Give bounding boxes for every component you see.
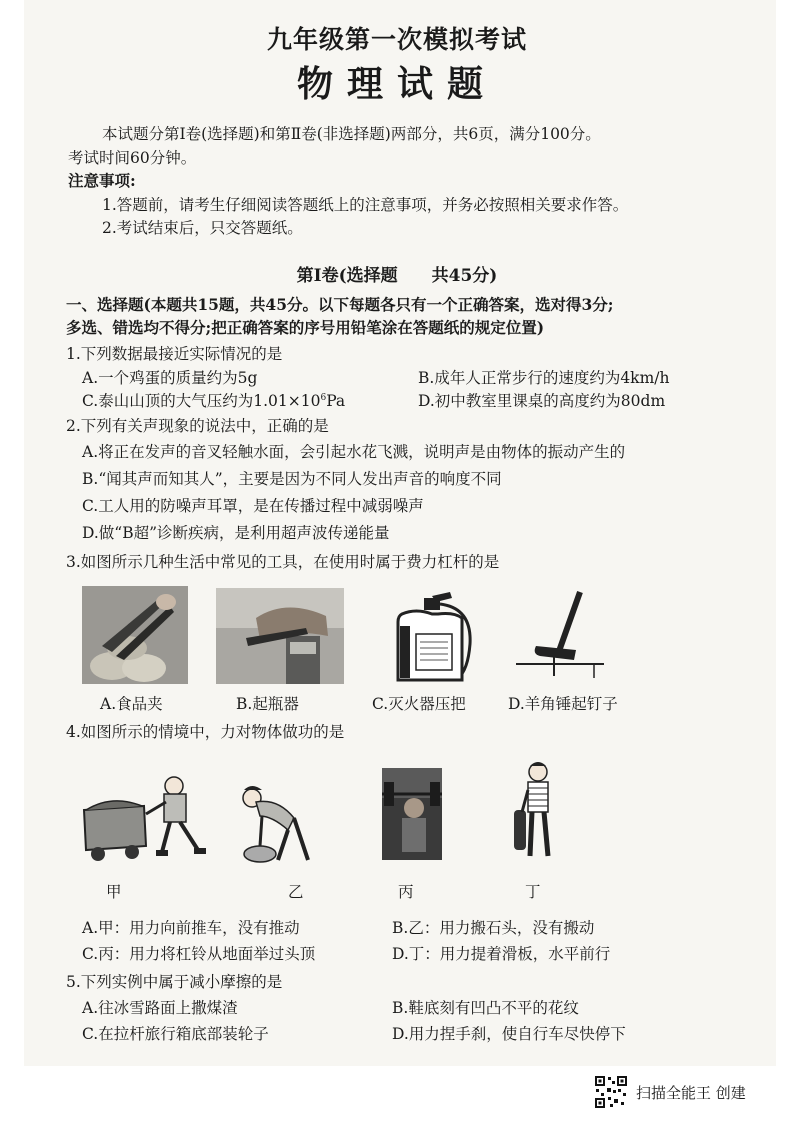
- claw-hammer-drawing: [514, 590, 606, 684]
- lifting-rock-drawing: [238, 778, 320, 866]
- food-tongs-photo: [82, 586, 188, 684]
- weightlifting-photo: [382, 768, 442, 860]
- question-1-option-c: C.泰山山顶的大气压约为$1.01\times 10^6Pa$: [82, 392, 346, 410]
- question-2-option-a: A.将正在发声的音叉轻触水面，会引起水花飞溅，说明声是由物体的振动产生的: [82, 443, 626, 461]
- scanner-watermark: 扫描全能王 创建: [636, 1084, 746, 1102]
- note-1: 1.答题前，请考生仔细阅读答题纸上的注意事项，并务必按照相关要求作答。: [102, 196, 629, 214]
- question-3-option-b: B.起瓶器: [236, 695, 299, 713]
- question-5-option-b: B.鞋底刻有凹凸不平的花纹: [392, 999, 579, 1017]
- question-3-option-d: D.羊角锤起钉子: [508, 695, 618, 713]
- question-4-stem: 4.如图所示的情境中，力对物体做功的是: [66, 723, 345, 741]
- question-4-option-c: C.丙：用力将杠铃从地面举过头顶: [82, 945, 316, 963]
- question-2-stem: 2.下列有关声现象的说法中，正确的是: [66, 417, 329, 435]
- intro-line2: 考试时间60分钟。: [68, 149, 197, 167]
- fire-extinguisher-drawing: [380, 590, 480, 684]
- question-5-option-c: C.在拉杆旅行箱底部装轮子: [82, 1025, 269, 1043]
- exam-title: 九年级第一次模拟考试: [266, 25, 527, 54]
- intro-line1: 本试题分第Ⅰ卷(选择题)和第Ⅱ卷(非选择题)两部分，共6页，满分100分。: [102, 125, 601, 143]
- section-instructions-2: 多选、错选均不得分;把正确答案的序号用铅笔涂在答题纸的规定位置): [66, 318, 545, 337]
- section-instructions-1: 一、选择题(本题共15题，共45分。以下每题各只有一个正确答案，选对得3分;: [66, 295, 614, 314]
- carrying-skateboard-drawing: [508, 760, 564, 866]
- question-4-option-b: B.乙：用力搬石头，没有搬动: [392, 919, 595, 937]
- question-1-stem: 1.下列数据最接近实际情况的是: [66, 345, 283, 363]
- bottle-opener-photo: [216, 588, 344, 684]
- subject-title: 物理试题: [296, 63, 497, 105]
- question-3-option-a: A.食品夹: [100, 695, 163, 713]
- question-4-option-a: A.甲：用力向前推车，没有推动: [82, 919, 300, 937]
- question-5-option-d: D.用力捏手刹，使自行车尽快停下: [392, 1025, 626, 1043]
- qr-code-icon: [594, 1075, 628, 1109]
- question-4-label-2: 乙: [288, 883, 304, 901]
- question-1-option-d: D.初中教室里课桌的高度约为80dm: [418, 392, 666, 410]
- notes-heading: 注意事项:: [68, 171, 136, 190]
- question-5-stem: 5.下列实例中属于减小摩擦的是: [66, 973, 283, 991]
- question-1-option-a: A.一个鸡蛋的质量约为5g: [82, 369, 258, 387]
- section-heading: 第Ⅰ卷(选择题 共45分): [296, 266, 498, 286]
- pushing-cart-drawing: [82, 770, 222, 864]
- question-4-label-3: 丙: [398, 883, 414, 901]
- question-4-label-1: 甲: [106, 883, 122, 901]
- question-5-option-a: A.往冰雪路面上撒煤渣: [82, 999, 238, 1017]
- note-2: 2.考试结束后，只交答题纸。: [102, 219, 303, 237]
- question-2-option-b: B.“闻其声而知其人”，主要是因为不同人发出声音的响度不同: [82, 470, 502, 488]
- question-1-option-b: B.成年人正常步行的速度约为4km/h: [418, 369, 670, 387]
- question-2-option-c: C.工人用的防噪声耳罩，是在传播过程中减弱噪声: [82, 497, 424, 515]
- question-4-option-d: D.丁：用力提着滑板，水平前行: [392, 945, 611, 963]
- question-2-option-d: D.做“B超”诊断疾病，是利用超声波传递能量: [82, 524, 390, 542]
- question-4-label-4: 丁: [525, 883, 541, 901]
- question-3-option-c: C.灭火器压把: [372, 695, 466, 713]
- question-3-stem: 3.如图所示几种生活中常见的工具，在使用时属于费力杠杆的是: [66, 553, 500, 571]
